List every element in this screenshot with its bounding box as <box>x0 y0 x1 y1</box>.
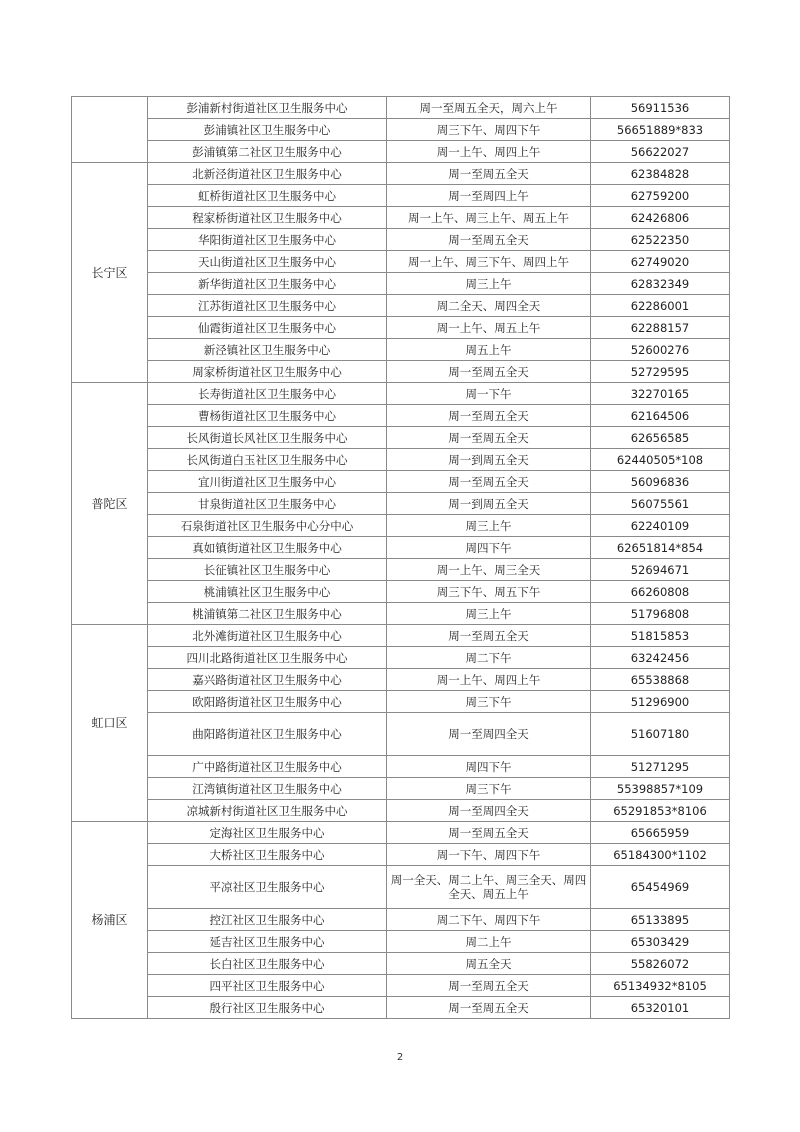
clinic-time-cell: 周三下午、周五下午 <box>387 581 591 603</box>
table-row <box>72 822 730 844</box>
center-name-cell: 江苏街道社区卫生服务中心 <box>148 295 387 317</box>
phone-cell: 62240109 <box>591 515 730 537</box>
center-name-cell: 江湾镇街道社区卫生服务中心 <box>148 778 387 800</box>
center-name-cell: 程家桥街道社区卫生服务中心 <box>148 207 387 229</box>
clinic-time-cell: 周一至周四全天 <box>387 800 591 822</box>
center-name-cell: 真如镇街道社区卫生服务中心 <box>148 537 387 559</box>
phone-cell: 52600276 <box>591 339 730 361</box>
center-name-cell: 四川北路街道社区卫生服务中心 <box>148 647 387 669</box>
phone-cell: 55398857*109 <box>591 778 730 800</box>
clinic-time-cell: 周四下午 <box>387 756 591 778</box>
clinic-time-cell: 周一至周五全天 <box>387 625 591 647</box>
table-row <box>72 361 730 383</box>
center-name-cell: 彭浦镇第二社区卫生服务中心 <box>148 141 387 163</box>
table-row <box>72 383 730 405</box>
clinic-time-cell: 周四下午 <box>387 537 591 559</box>
clinic-time-cell: 周三上午 <box>387 515 591 537</box>
table-row <box>72 339 730 361</box>
district-cell: 普陀区 <box>72 383 148 625</box>
table-row <box>72 405 730 427</box>
table-row <box>72 778 730 800</box>
district-cell: 虹口区 <box>72 625 148 822</box>
table-row <box>72 537 730 559</box>
phone-cell: 65291853*8106 <box>591 800 730 822</box>
clinic-time-cell: 周五全天 <box>387 953 591 975</box>
clinic-time-cell: 周二上午 <box>387 931 591 953</box>
center-name-cell: 桃浦镇社区卫生服务中心 <box>148 581 387 603</box>
center-name-cell: 定海社区卫生服务中心 <box>148 822 387 844</box>
table-row <box>72 97 730 119</box>
table-row <box>72 273 730 295</box>
clinic-time-cell: 周一上午、周三全天 <box>387 559 591 581</box>
clinic-time-cell: 周一至周五全天 <box>387 229 591 251</box>
clinic-time-cell: 周一至周四上午 <box>387 185 591 207</box>
table-row <box>72 449 730 471</box>
center-name-cell: 凉城新村街道社区卫生服务中心 <box>148 800 387 822</box>
clinic-time-cell: 周三上午 <box>387 273 591 295</box>
phone-cell: 56651889*833 <box>591 119 730 141</box>
table-row <box>72 909 730 931</box>
clinic-time-cell: 周一至周五全天 <box>387 405 591 427</box>
center-name-cell: 长风街道长风社区卫生服务中心 <box>148 427 387 449</box>
clinic-time-cell: 周一至周五全天 <box>387 427 591 449</box>
phone-cell: 62286001 <box>591 295 730 317</box>
phone-cell: 56622027 <box>591 141 730 163</box>
center-name-cell: 彭浦新村街道社区卫生服务中心 <box>148 97 387 119</box>
table-row <box>72 317 730 339</box>
clinic-time-cell: 周三下午 <box>387 778 591 800</box>
phone-cell: 55826072 <box>591 953 730 975</box>
table-row <box>72 251 730 273</box>
table-row <box>72 581 730 603</box>
phone-cell: 51296900 <box>591 691 730 713</box>
phone-cell: 62832349 <box>591 273 730 295</box>
table-row <box>72 471 730 493</box>
center-name-cell: 大桥社区卫生服务中心 <box>148 844 387 866</box>
phone-cell: 63242456 <box>591 647 730 669</box>
phone-cell: 62749020 <box>591 251 730 273</box>
phone-cell: 56911536 <box>591 97 730 119</box>
table-row <box>72 493 730 515</box>
district-cell: 长宁区 <box>72 163 148 383</box>
table-row <box>72 515 730 537</box>
clinic-time-cell: 周一下午、周四下午 <box>387 844 591 866</box>
clinic-table <box>71 96 730 1019</box>
phone-cell: 62288157 <box>591 317 730 339</box>
center-name-cell: 曲阳路街道社区卫生服务中心 <box>148 713 387 756</box>
center-name-cell: 长风街道白玉社区卫生服务中心 <box>148 449 387 471</box>
clinic-time-cell: 周一上午、周四上午 <box>387 141 591 163</box>
table-row <box>72 647 730 669</box>
center-name-cell: 天山街道社区卫生服务中心 <box>148 251 387 273</box>
table-row <box>72 185 730 207</box>
center-name-cell: 新泾镇社区卫生服务中心 <box>148 339 387 361</box>
phone-cell: 62384828 <box>591 163 730 185</box>
clinic-time-cell: 周一上午、周三下午、周四上午 <box>387 251 591 273</box>
clinic-time-cell: 周一到周五全天 <box>387 493 591 515</box>
table-row <box>72 625 730 647</box>
phone-cell: 65184300*1102 <box>591 844 730 866</box>
page-number: 2 <box>396 1052 404 1063</box>
phone-cell: 62759200 <box>591 185 730 207</box>
center-name-cell: 新华街道社区卫生服务中心 <box>148 273 387 295</box>
table-row <box>72 427 730 449</box>
clinic-time-cell: 周一至周五全天 <box>387 163 591 185</box>
district-cell: 杨浦区 <box>72 822 148 1019</box>
clinic-time-cell: 周三下午 <box>387 691 591 713</box>
table-row <box>72 559 730 581</box>
clinic-time-cell: 周五上午 <box>387 339 591 361</box>
center-name-cell: 华阳街道社区卫生服务中心 <box>148 229 387 251</box>
table-row <box>72 997 730 1019</box>
phone-cell: 62426806 <box>591 207 730 229</box>
table-row <box>72 163 730 185</box>
phone-cell: 52694671 <box>591 559 730 581</box>
table-row <box>72 756 730 778</box>
clinic-time-cell: 周一至周五全天 <box>387 471 591 493</box>
phone-cell: 62656585 <box>591 427 730 449</box>
table-row <box>72 953 730 975</box>
center-name-cell: 四平社区卫生服务中心 <box>148 975 387 997</box>
clinic-time-cell: 周一下午 <box>387 383 591 405</box>
phone-cell: 51607180 <box>591 713 730 756</box>
phone-cell: 62440505*108 <box>591 449 730 471</box>
table-row <box>72 931 730 953</box>
phone-cell: 62651814*854 <box>591 537 730 559</box>
clinic-time-cell: 周二下午、周四下午 <box>387 909 591 931</box>
phone-cell: 51796808 <box>591 603 730 625</box>
center-name-cell: 欧阳路街道社区卫生服务中心 <box>148 691 387 713</box>
clinic-time-cell: 周一至周四全天 <box>387 713 591 756</box>
phone-cell: 62522350 <box>591 229 730 251</box>
center-name-cell: 殷行社区卫生服务中心 <box>148 997 387 1019</box>
table-row <box>72 800 730 822</box>
center-name-cell: 石泉街道社区卫生服务中心分中心 <box>148 515 387 537</box>
table-row <box>72 669 730 691</box>
clinic-time-cell: 周三下午、周四下午 <box>387 119 591 141</box>
phone-cell: 52729595 <box>591 361 730 383</box>
table-row <box>72 141 730 163</box>
center-name-cell: 甘泉街道社区卫生服务中心 <box>148 493 387 515</box>
phone-cell: 32270165 <box>591 383 730 405</box>
center-name-cell: 嘉兴路街道社区卫生服务中心 <box>148 669 387 691</box>
phone-cell: 51815853 <box>591 625 730 647</box>
phone-cell: 65133895 <box>591 909 730 931</box>
clinic-time-cell: 周一上午、周三上午、周五上午 <box>387 207 591 229</box>
phone-cell: 66260808 <box>591 581 730 603</box>
clinic-time-cell: 周一至周五全天，周六上午 <box>387 97 591 119</box>
table-row <box>72 691 730 713</box>
center-name-cell: 桃浦镇第二社区卫生服务中心 <box>148 603 387 625</box>
table-row <box>72 229 730 251</box>
center-name-cell: 北新泾街道社区卫生服务中心 <box>148 163 387 185</box>
clinic-time-cell: 周一至周五全天 <box>387 997 591 1019</box>
table-row <box>72 866 730 909</box>
center-name-cell: 北外滩街道社区卫生服务中心 <box>148 625 387 647</box>
center-name-cell: 长征镇社区卫生服务中心 <box>148 559 387 581</box>
center-name-cell: 虹桥街道社区卫生服务中心 <box>148 185 387 207</box>
center-name-cell: 周家桥街道社区卫生服务中心 <box>148 361 387 383</box>
table-row <box>72 713 730 756</box>
table-row <box>72 844 730 866</box>
center-name-cell: 宜川街道社区卫生服务中心 <box>148 471 387 493</box>
phone-cell: 65134932*8105 <box>591 975 730 997</box>
table-row <box>72 295 730 317</box>
clinic-time-cell: 周一全天、周二上午、周三全天、周四全天、周五上午 <box>387 866 591 909</box>
center-name-cell: 彭浦镇社区卫生服务中心 <box>148 119 387 141</box>
clinic-time-cell: 周一上午、周五上午 <box>387 317 591 339</box>
phone-cell: 65320101 <box>591 997 730 1019</box>
center-name-cell: 延吉社区卫生服务中心 <box>148 931 387 953</box>
phone-cell: 62164506 <box>591 405 730 427</box>
phone-cell: 51271295 <box>591 756 730 778</box>
district-cell <box>72 97 148 163</box>
center-name-cell: 控江社区卫生服务中心 <box>148 909 387 931</box>
clinic-time-cell: 周一至周五全天 <box>387 975 591 997</box>
center-name-cell: 仙霞街道社区卫生服务中心 <box>148 317 387 339</box>
clinic-time-cell: 周二下午 <box>387 647 591 669</box>
center-name-cell: 长白社区卫生服务中心 <box>148 953 387 975</box>
clinic-time-cell: 周一到周五全天 <box>387 449 591 471</box>
center-name-cell: 长寿街道社区卫生服务中心 <box>148 383 387 405</box>
phone-cell: 65303429 <box>591 931 730 953</box>
table-row <box>72 207 730 229</box>
clinic-time-cell: 周一上午、周四上午 <box>387 669 591 691</box>
table-row <box>72 603 730 625</box>
center-name-cell: 曹杨街道社区卫生服务中心 <box>148 405 387 427</box>
phone-cell: 56075561 <box>591 493 730 515</box>
phone-cell: 65454969 <box>591 866 730 909</box>
phone-cell: 56096836 <box>591 471 730 493</box>
phone-cell: 65538868 <box>591 669 730 691</box>
clinic-time-cell: 周一至周五全天 <box>387 822 591 844</box>
table-row <box>72 975 730 997</box>
phone-cell: 65665959 <box>591 822 730 844</box>
table-row <box>72 119 730 141</box>
center-name-cell: 平凉社区卫生服务中心 <box>148 866 387 909</box>
clinic-time-cell: 周二全天、周四全天 <box>387 295 591 317</box>
clinic-time-cell: 周一至周五全天 <box>387 361 591 383</box>
clinic-time-cell: 周三上午 <box>387 603 591 625</box>
center-name-cell: 广中路街道社区卫生服务中心 <box>148 756 387 778</box>
